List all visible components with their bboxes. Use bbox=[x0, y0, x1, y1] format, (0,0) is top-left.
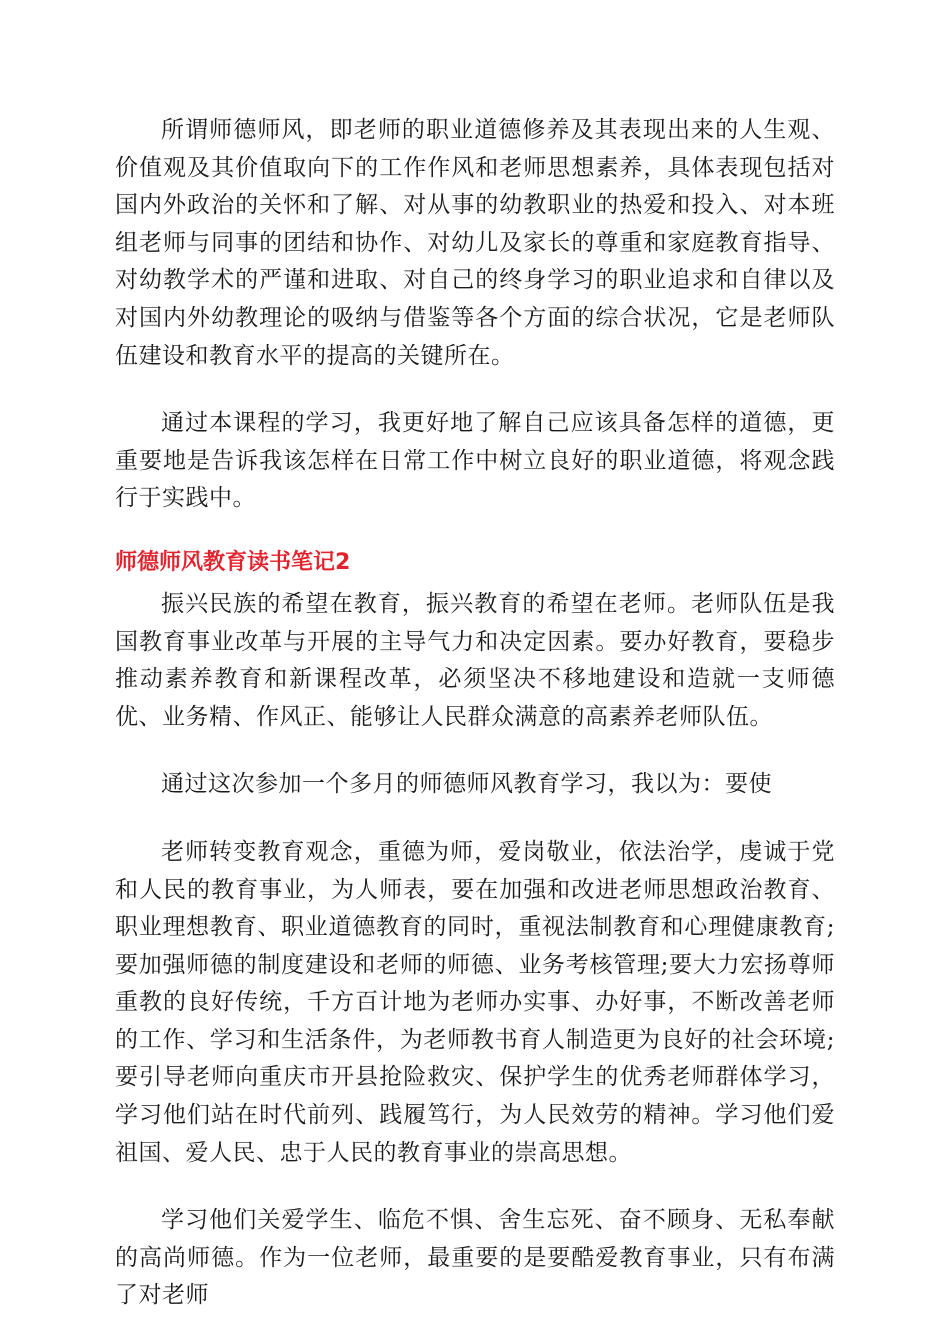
section-heading: 师德师风教育读书笔记2 bbox=[115, 549, 351, 575]
paragraph-teacher-virtue: 学习他们关爱学生、临危不惧、舍生忘死、奋不顾身、无私奉献的高尚师德。作为一位老师，最重要的是要酷爱教育事业，只有布满了对老师 bbox=[115, 1207, 835, 1309]
paragraph-study-intro: 通过这次参加一个多月的师德师风教育学习，我以为：要使 bbox=[161, 771, 772, 798]
paragraph-teacher-transformation: 老师转变教育观念，重德为师，爱岗敬业，依法治学，虔诚于党和人民的教育事业，为人师表，要在加强和改进老师思想政治教育、职业理想教育、职业道德教育的同时，重视法制教育和心理健康教育;要加强师德的制度建设和老师的师德、业务考核管理;要大力宏扬尊师重教的良好传统，千方百计地为老师办实事、办好事，不断改善老师的工作、学习和生活条件，为老师教书育人制造更为良好的社会环境;要引导老师向重庆市开县抢险救灾、保护学生的优秀老师群体学习，学习他们站在时代前列、践履笃行，为人民效劳的精神。学习他们爱祖国、爱人民、忠于人民的教育事业的崇高思想。 bbox=[115, 838, 835, 1166]
document-body bbox=[115, 112, 835, 1315]
paragraph-definition: 所谓师德师风，即老师的职业道德修养及其表现出来的人生观、价值观及其价值取向下的工作作风和老师思想素养，具体表现包括对国内外政治的关怀和了解、对从事的幼教职业的热爱和投入、对本班组老师与同事的团结和协作、对幼儿及家长的尊重和家庭教育指导、对幼教学术的严谨和进取、对自己的终身学习的职业追求和自律以及对国内外幼教理论的吸纳与借鉴等各个方面的综合状况，它是老师队伍建设和教育水平的提高的关键所在。 bbox=[115, 117, 835, 369]
paragraph-national-hope: 振兴民族的希望在教育，振兴教育的希望在老师。老师队伍是我国教育事业改革与开展的主导气力和决定因素。要办好教育，要稳步推动素养教育和新课程改革，必须坚决不移地建设和造就一支师德优、业务精、作风正、能够让人民群众满意的高素养老师队伍。 bbox=[115, 590, 835, 730]
paragraph-course-reflection: 通过本课程的学习，我更好地了解自己应该具备怎样的道德，更重要地是告诉我该怎样在日常工作中树立良好的职业道德，将观念践行于实践中。 bbox=[115, 410, 835, 512]
